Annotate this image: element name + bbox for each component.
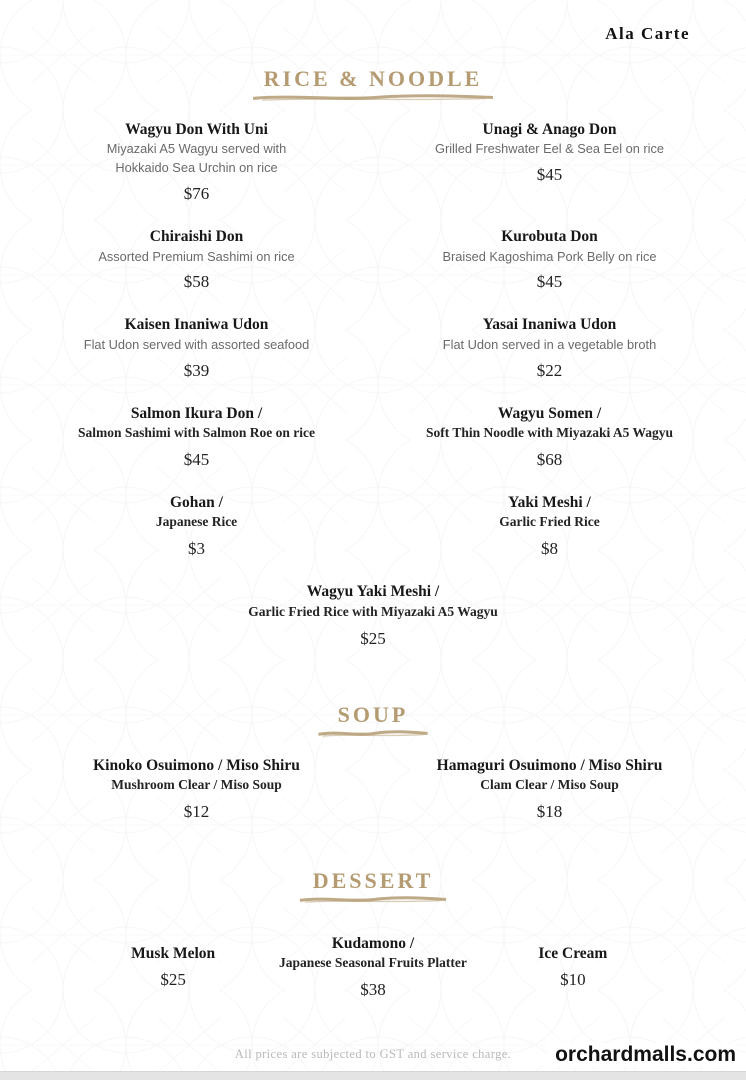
menu-type-label: Ala Carte xyxy=(605,24,690,43)
item-price: $45 xyxy=(536,272,563,292)
item-price: $12 xyxy=(183,801,210,821)
item-name: Musk Melon xyxy=(131,944,216,962)
item-name: Wagyu Yaki Meshi / xyxy=(306,583,440,601)
item-name: Kaisen Inaniwa Udon xyxy=(124,316,269,334)
item-name: Hamaguri Osuimono / Miso Shiru xyxy=(436,756,663,774)
item-description: Assorted Premium Sashimi on rice xyxy=(98,248,295,264)
item-price: $76 xyxy=(183,184,210,204)
menu-item-wagyu-don-with-uni xyxy=(20,120,373,204)
brush-underline xyxy=(317,729,429,738)
menu-item-kudamono xyxy=(268,934,477,1000)
section-heading xyxy=(298,868,448,904)
item-name: Kudamono / xyxy=(331,934,415,952)
item-name: Wagyu Somen / xyxy=(497,404,602,422)
item-name: Chiraishi Don xyxy=(149,228,244,246)
item-price: $3 xyxy=(188,539,205,559)
item-price: $58 xyxy=(183,272,210,292)
item-description: Soft Thin Noodle with Miyazaki A5 Wagyu xyxy=(425,425,674,441)
item-name: Gohan / xyxy=(170,494,223,512)
menu-item-wagyu-somen xyxy=(373,404,726,470)
item-price: $39 xyxy=(183,360,210,380)
page-bottom-edge xyxy=(0,1071,746,1080)
item-name: Kurobuta Don xyxy=(501,228,598,246)
item-price: $45 xyxy=(536,165,563,185)
menu-item-wagyu-yaki-meshi xyxy=(20,582,726,648)
item-price: $22 xyxy=(536,360,563,380)
item-description: Japanese Seasonal Fruits Platter xyxy=(279,955,467,971)
item-price: $25 xyxy=(160,970,186,990)
menu-item-kinoko-osuimono xyxy=(20,756,373,822)
brush-underline xyxy=(298,895,448,904)
watermark-text: orchardmalls.com xyxy=(547,1043,736,1067)
item-description: Garlic Fried Rice with Miyazaki A5 Wagyu xyxy=(248,603,498,619)
section-title: DESSERT xyxy=(312,867,434,893)
item-price: $8 xyxy=(541,539,558,559)
item-description: Flat Udon served with assorted seafood xyxy=(83,336,310,352)
item-description: Hokkaido Sea Urchin on rice xyxy=(115,160,278,176)
item-name: Yaki Meshi / xyxy=(508,494,591,512)
section-rice-noodle xyxy=(0,66,746,672)
menu-item-ice-cream xyxy=(478,944,668,990)
menu-item-yasai-inaniwa-udon xyxy=(373,315,726,380)
item-name: Wagyu Don With Uni xyxy=(125,121,268,138)
menu-item-yaki-meshi xyxy=(373,493,726,559)
menu-item-chiraishi-don xyxy=(20,227,373,292)
item-name: Unagi & Anago Don xyxy=(482,121,617,138)
item-name: Kinoko Osuimono / Miso Shiru xyxy=(93,756,300,774)
item-description: Mushroom Clear / Miso Soup xyxy=(111,776,282,792)
brush-underline xyxy=(250,93,496,102)
menu-item-musk-melon xyxy=(78,944,268,990)
menu-item-hamaguri-osuimono xyxy=(373,756,726,822)
menu-item-gohan xyxy=(20,493,373,559)
section-heading xyxy=(250,66,496,102)
item-name: Salmon Ikura Don / xyxy=(130,404,263,422)
item-description: Miyazaki A5 Wagyu served with xyxy=(106,141,287,157)
item-description: Japanese Rice xyxy=(155,514,238,530)
item-description: Braised Kagoshima Pork Belly on rice xyxy=(442,248,657,264)
menu-item-salmon-ikura-don xyxy=(20,404,373,470)
item-description: Garlic Fried Rice xyxy=(499,514,600,530)
section-title: RICE & NOODLE xyxy=(263,66,483,91)
item-description: Salmon Sashimi with Salmon Roe on rice xyxy=(77,425,316,441)
dessert-grid xyxy=(0,934,746,1010)
item-price: $10 xyxy=(560,970,586,990)
item-description: Clam Clear / Miso Soup xyxy=(480,776,619,792)
gst-footnote: All prices are subjected to GST and service charge. xyxy=(234,1047,512,1061)
item-name: Yasai Inaniwa Udon xyxy=(482,316,617,334)
item-price: $18 xyxy=(536,801,563,821)
item-price: $25 xyxy=(360,628,386,648)
rice-noodle-grid xyxy=(0,120,746,672)
menu-item-kaisen-inaniwa-udon xyxy=(20,315,373,380)
item-price: $38 xyxy=(360,980,386,1000)
section-dessert xyxy=(0,868,746,1010)
section-soup xyxy=(0,702,746,832)
item-name: Ice Cream xyxy=(538,944,608,962)
section-heading xyxy=(317,702,429,738)
menu-item-kurobuta-don xyxy=(373,227,726,292)
item-description: Grilled Freshwater Eel & Sea Eel on rice xyxy=(434,141,665,157)
item-price: $45 xyxy=(183,450,210,470)
item-description: Flat Udon served in a vegetable broth xyxy=(442,336,657,352)
soup-grid xyxy=(0,756,746,832)
item-price: $68 xyxy=(536,450,563,470)
menu-item-unagi-anago-don xyxy=(373,120,726,204)
section-title: SOUP xyxy=(337,701,409,727)
